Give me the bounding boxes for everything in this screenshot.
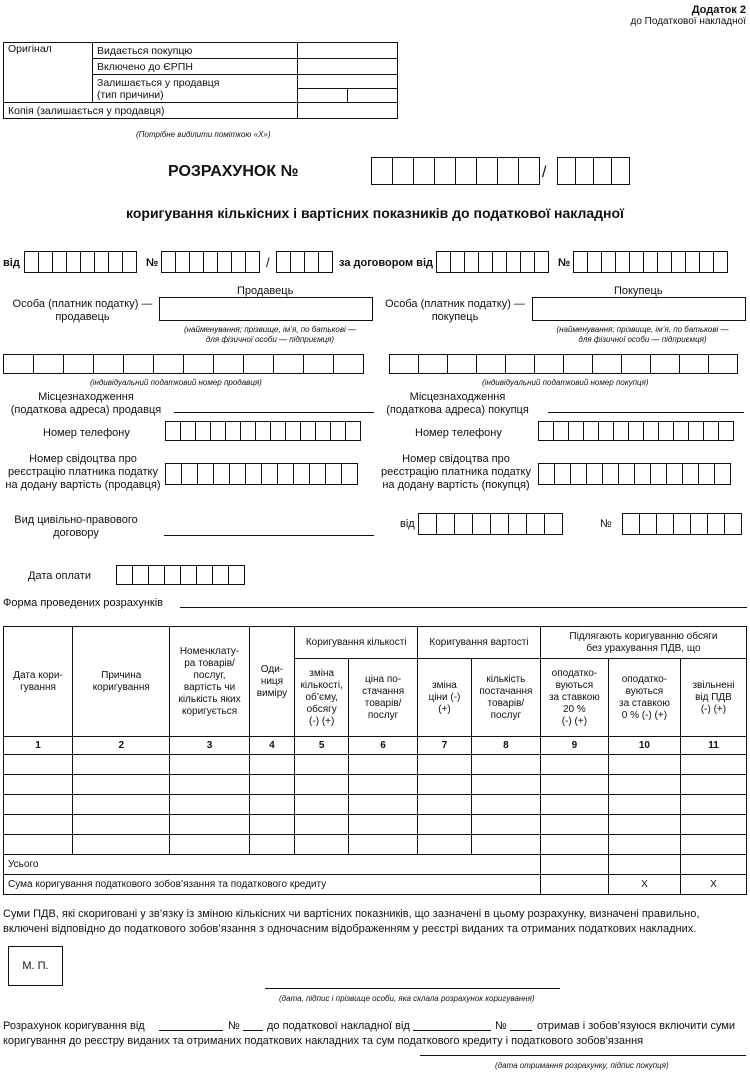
seller-address-field[interactable] xyxy=(174,412,374,413)
calc-branch-boxes[interactable] xyxy=(557,157,630,185)
row-issued-to-buyer: Видається покупцю xyxy=(93,43,298,59)
seller-address-label: Місцезнаходження (податкова адреса) продавця xyxy=(10,391,162,416)
total-label: Усього xyxy=(4,855,541,875)
stamp-box: М. П. xyxy=(8,946,63,986)
reason-cell[interactable] xyxy=(348,89,398,103)
header-qty-price: ціна по- стачання товарів/ послуг xyxy=(349,659,418,737)
header-value-correction: Коригування вартості xyxy=(418,627,541,659)
calc-slash: / xyxy=(542,164,547,181)
total-vat0[interactable] xyxy=(608,855,680,875)
header-vat-exempt: звільнені від ПДВ (-) (+) xyxy=(680,659,746,737)
col-num: 5 xyxy=(295,737,349,755)
calc-title: РОЗРАХУНОК № xyxy=(168,163,299,180)
buyer-signature-line[interactable] xyxy=(420,1055,746,1056)
payment-date-boxes[interactable] xyxy=(116,565,245,585)
seller-title: Продавець xyxy=(237,285,294,297)
buyer-ipn-note: (індивідуальний податковий номер покупця) xyxy=(482,378,649,387)
header-date: Дата кори- гування xyxy=(4,627,73,737)
seller-cert-boxes[interactable] xyxy=(165,463,358,485)
signature-note: (дата, підпис і прізвище особи, яка склала розрахунок коригування) xyxy=(279,994,535,1003)
date-from-label: від xyxy=(3,257,20,269)
total-exempt[interactable] xyxy=(680,855,746,875)
original-copy-table xyxy=(3,42,398,119)
sum-vat0-x: Х xyxy=(608,875,680,895)
reason-cell[interactable] xyxy=(298,89,348,103)
invoice-no-field[interactable] xyxy=(510,1030,532,1031)
buyer-person-label: Особа (платник податку) — покупець xyxy=(385,298,525,323)
buyer-name-field[interactable] xyxy=(532,297,746,321)
contract-type-label: Вид цивільно-правового договору xyxy=(14,514,138,539)
mark-cell[interactable] xyxy=(298,59,398,75)
header-vat-0: оподатко- вуються за ставкою 0 % (-) (+) xyxy=(608,659,680,737)
header-qty-correction: Коригування кількості xyxy=(295,627,418,659)
annex-subtitle: до Податкової накладної xyxy=(630,16,746,27)
invoice-number-boxes[interactable] xyxy=(161,251,260,273)
sum-label: Сума коригування податкового зобов’язання та податкового кредиту xyxy=(4,875,541,895)
col-num: 3 xyxy=(170,737,249,755)
buyer-ipn-boxes[interactable] xyxy=(389,354,738,374)
sum-vat20[interactable] xyxy=(540,875,608,895)
col-num: 8 xyxy=(471,737,540,755)
sum-row xyxy=(4,875,747,895)
total-vat20[interactable] xyxy=(540,855,608,875)
contract-number-boxes[interactable] xyxy=(573,251,728,273)
contract-from-boxes[interactable] xyxy=(418,513,563,535)
invoice-date-field[interactable] xyxy=(413,1030,491,1031)
to-invoice-label: до податкової накладної від xyxy=(267,1020,410,1032)
contract-no-label: № xyxy=(558,257,571,269)
total-row xyxy=(4,855,747,875)
col-num: 9 xyxy=(540,737,608,755)
invoice-branch-boxes[interactable] xyxy=(276,251,333,273)
seller-phone-label: Номер телефону xyxy=(43,427,130,439)
annex-title: Додаток 2 xyxy=(691,4,746,16)
confirmation-paragraph: Суми ПДВ, які скориговані у зв’язку із зміною кількісних чи вартісних показників, що зазначені в цьому розрахунку, визначені правильно, включені відповідно до податкового зобов’язання з одночасним відображенням у реєстрі виданих та отриманих податкових накладних. xyxy=(3,908,700,935)
row-stays-with-seller: Залишається у продавця (тип причини) xyxy=(93,75,298,103)
header-vat-volumes: Підлягають коригуванню обсяги без урахування ПДВ, що xyxy=(540,627,746,659)
table-row[interactable] xyxy=(4,835,747,855)
seller-name-field[interactable] xyxy=(159,297,373,321)
received-no-label: № xyxy=(228,1020,240,1032)
header-reason: Причина коригування xyxy=(73,627,170,737)
received-date-field[interactable] xyxy=(159,1030,223,1031)
received-line2: коригування до реєстру виданих та отриманих податкових накладних та сум податкового кредиту і податкового зобов’язання xyxy=(3,1035,644,1047)
calc-subtitle: коригування кількісних і вартісних показників до податкової накладної xyxy=(126,205,624,221)
header-price-change: зміна ціни (-) (+) xyxy=(418,659,472,737)
seller-phone-boxes[interactable] xyxy=(165,421,361,441)
invoice-slash: / xyxy=(266,255,270,270)
mark-note: (Потрібне виділити поміткою «Х») xyxy=(136,130,271,139)
contract-no-label2: № xyxy=(600,518,612,530)
correction-table xyxy=(3,626,747,895)
original-label: Оригінал xyxy=(4,43,93,103)
contract-date-boxes[interactable] xyxy=(436,251,549,273)
mark-cell[interactable] xyxy=(298,103,398,119)
received-no-field[interactable] xyxy=(243,1030,263,1031)
copy-label: Копія (залишається у продавця) xyxy=(4,103,298,119)
sum-exempt-x: Х xyxy=(680,875,746,895)
header-vat-20: оподатко- вуються за ставкою 20 % (-) (+) xyxy=(540,659,608,737)
table-row[interactable] xyxy=(4,775,747,795)
col-num: 2 xyxy=(73,737,170,755)
mark-cell[interactable] xyxy=(298,75,398,89)
payment-form-label: Форма проведених розрахунків xyxy=(3,597,163,609)
buyer-phone-label: Номер телефону xyxy=(415,427,502,439)
date-boxes[interactable] xyxy=(24,251,137,273)
calc-number-boxes[interactable] xyxy=(371,157,540,185)
header-supply-qty: кількість постачання товарів/ послуг xyxy=(471,659,540,737)
payment-date-label: Дата оплати xyxy=(28,570,91,582)
seller-person-label: Особа (платник податку) — продавець xyxy=(12,298,153,323)
col-num: 11 xyxy=(680,737,746,755)
buyer-title: Покупець xyxy=(614,285,663,297)
header-nomenclature: Номенклату- ра товарів/ послуг, вартість чи кількість яких коригується xyxy=(170,627,249,737)
contract-date-label: за договором від xyxy=(339,257,433,269)
col-num: 4 xyxy=(249,737,295,755)
row-included-erpn: Включено до ЄРПН xyxy=(93,59,298,75)
buyer-address-label: Місцезнаходження (податкова адреса) покупця xyxy=(386,391,529,416)
table-row[interactable] xyxy=(4,815,747,835)
buyer-name-note: (найменування; прізвище, ім’я, по батькові — для фізичної особи — підприємця) xyxy=(556,325,729,344)
table-row[interactable] xyxy=(4,755,747,775)
mark-cell[interactable] xyxy=(298,43,398,59)
buyer-phone-boxes[interactable] xyxy=(538,421,734,441)
header-qty-change: зміна кількості, об’єму, обсягу (-) (+) xyxy=(295,659,349,737)
buyer-cert-label: Номер свідоцтва про реєстрацію платника податку на додану вартість (покупця) xyxy=(380,453,531,491)
seller-name-note: (найменування; прізвище, ім’я, по батькові — для фізичної особи — підприємця) xyxy=(183,325,356,344)
seller-cert-label: Номер свідоцтва про реєстрацію платника податку на додану вартість (продавця) xyxy=(5,453,161,491)
signature-line[interactable] xyxy=(265,988,560,989)
col-num: 7 xyxy=(418,737,472,755)
buyer-cert-boxes[interactable] xyxy=(538,463,731,485)
received-label: Розрахунок коригування від xyxy=(3,1020,145,1032)
seller-ipn-boxes[interactable] xyxy=(3,354,364,374)
invoice-no-label2: № xyxy=(495,1020,507,1032)
payment-form-field[interactable] xyxy=(180,607,747,608)
col-num: 10 xyxy=(608,737,680,755)
header-unit: Оди- ниця виміру xyxy=(249,627,295,737)
buyer-address-field[interactable] xyxy=(548,412,744,413)
col-num: 1 xyxy=(4,737,73,755)
col-num: 6 xyxy=(349,737,418,755)
received-tail: отримав і зобов’язуюся включити суми xyxy=(537,1020,736,1032)
contract-from-label: від xyxy=(400,518,415,530)
table-row[interactable] xyxy=(4,795,747,815)
invoice-no-label: № xyxy=(146,257,159,269)
contract-type-field[interactable] xyxy=(164,535,374,536)
seller-ipn-note: (індивідуальний податковий номер продавця) xyxy=(90,378,262,387)
column-numbers-row xyxy=(4,737,747,755)
receive-note: (дата отримання розрахунку, підпис покупця) xyxy=(495,1061,669,1070)
contract-no-boxes[interactable] xyxy=(622,513,742,535)
